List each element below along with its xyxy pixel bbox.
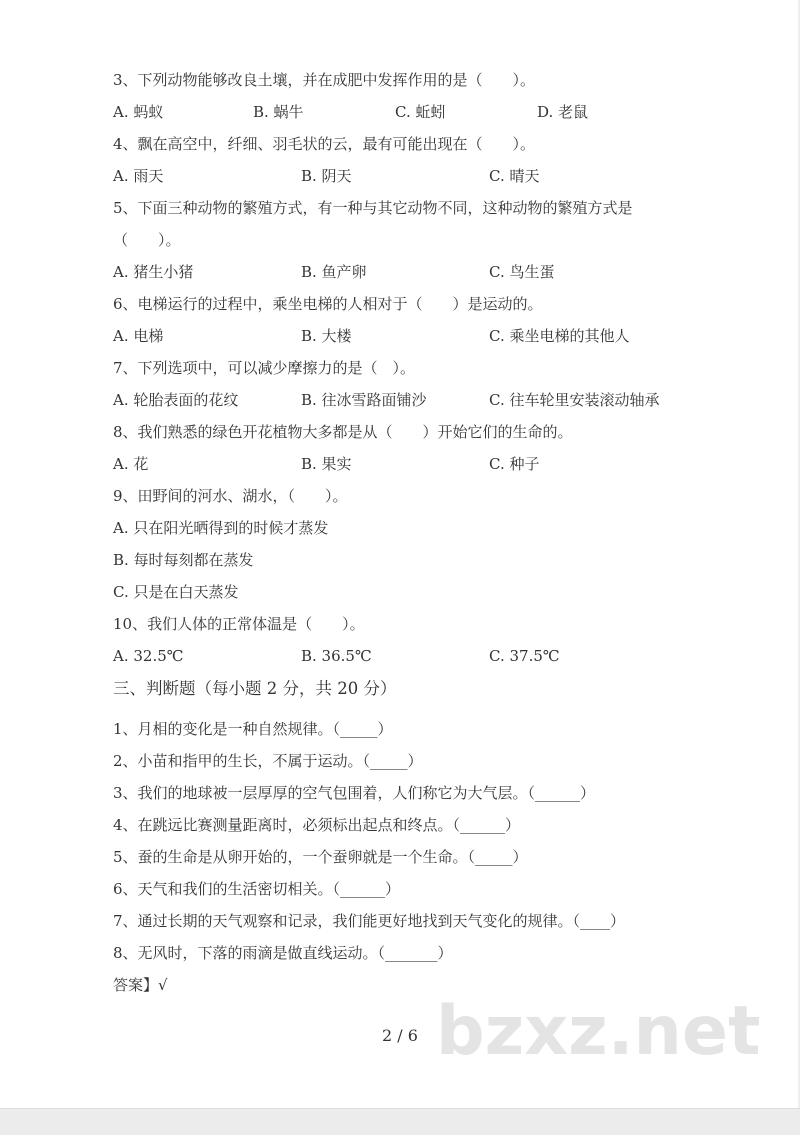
question-3: 3、下列动物能够改良土壤，并在成肥中发挥作用的是（ ）。 [113,71,536,89]
answer-label: 答案】√ [113,976,168,994]
option: A. 花 [113,455,149,473]
option: B. 每时每刻都在蒸发 [113,551,254,569]
option: A. 蚂蚁 [113,103,164,121]
option: C. 种子 [489,455,540,473]
option: A. 电梯 [113,327,164,345]
judgement-item: 8、无风时，下落的雨滴是做直线运动。（_______） [113,944,453,962]
option: B. 36.5℃ [301,647,372,665]
judgement-item: 7、通过长期的天气观察和记录，我们能更好地找到天气变化的规律。（____） [113,912,626,930]
option: B. 往冰雪路面铺沙 [301,391,427,409]
option: C. 晴天 [489,167,540,185]
judgement-item: 3、我们的地球被一层厚厚的空气包围着，人们称它为大气层。（______） [113,784,596,802]
option: B. 阴天 [301,167,352,185]
option: A. 猪生小猪 [113,263,194,281]
question-4: 4、飘在高空中，纤细、羽毛状的云，最有可能出现在（ ）。 [113,135,536,153]
option: A. 雨天 [113,167,164,185]
judgement-item: 5、蚕的生命是从卵开始的，一个蚕卵就是一个生命。（_____） [113,848,528,866]
option: B. 鱼产卵 [301,263,367,281]
section-heading: 三、判断题（每小题 2 分，共 20 分） [113,679,397,698]
question-5: 5、下面三种动物的繁殖方式，有一种与其它动物不同，这种动物的繁殖方式是 [113,199,633,217]
question-5-cont: （ ）。 [113,231,181,249]
option: B. 蜗牛 [253,103,304,121]
option: C. 蚯蚓 [395,103,446,121]
option: C. 鸟生蛋 [489,263,555,281]
page-number: 2 / 6 [382,1026,418,1045]
option: C. 37.5℃ [489,647,560,665]
question-8: 8、我们熟悉的绿色开花植物大多都是从（ ）开始它们的生命的。 [113,423,573,441]
option: A. 轮胎表面的花纹 [113,391,239,409]
option: B. 大楼 [301,327,352,345]
option: C. 只是在白天蒸发 [113,583,239,601]
question-9: 9、田野间的河水、湖水，（ ）。 [113,487,348,505]
option: D. 老鼠 [537,103,589,121]
option: C. 往车轮里安装滚动轴承 [489,391,660,409]
page-gap [0,1108,800,1135]
judgement-item: 1、月相的变化是一种自然规律。（_____） [113,720,393,738]
option: B. 果实 [301,455,352,473]
judgement-item: 6、天气和我们的生活密切相关。（______） [113,880,401,898]
judgement-item: 4、在跳远比赛测量距离时，必须标出起点和终点。（______） [113,816,521,834]
question-7: 7、下列选项中，可以减少摩擦力的是（ ）。 [113,359,416,377]
option: A. 32.5℃ [113,647,184,665]
judgement-item: 2、小苗和指甲的生长，不属于运动。（_____） [113,752,423,770]
question-10: 10、我们人体的正常体温是（ ）。 [113,615,365,633]
option: A. 只在阳光晒得到的时候才蒸发 [113,519,329,537]
watermark: bzxz.net [436,992,761,1071]
question-6: 6、电梯运行的过程中，乘坐电梯的人相对于（ ）是运动的。 [113,295,543,313]
option: C. 乘坐电梯的其他人 [489,327,630,345]
